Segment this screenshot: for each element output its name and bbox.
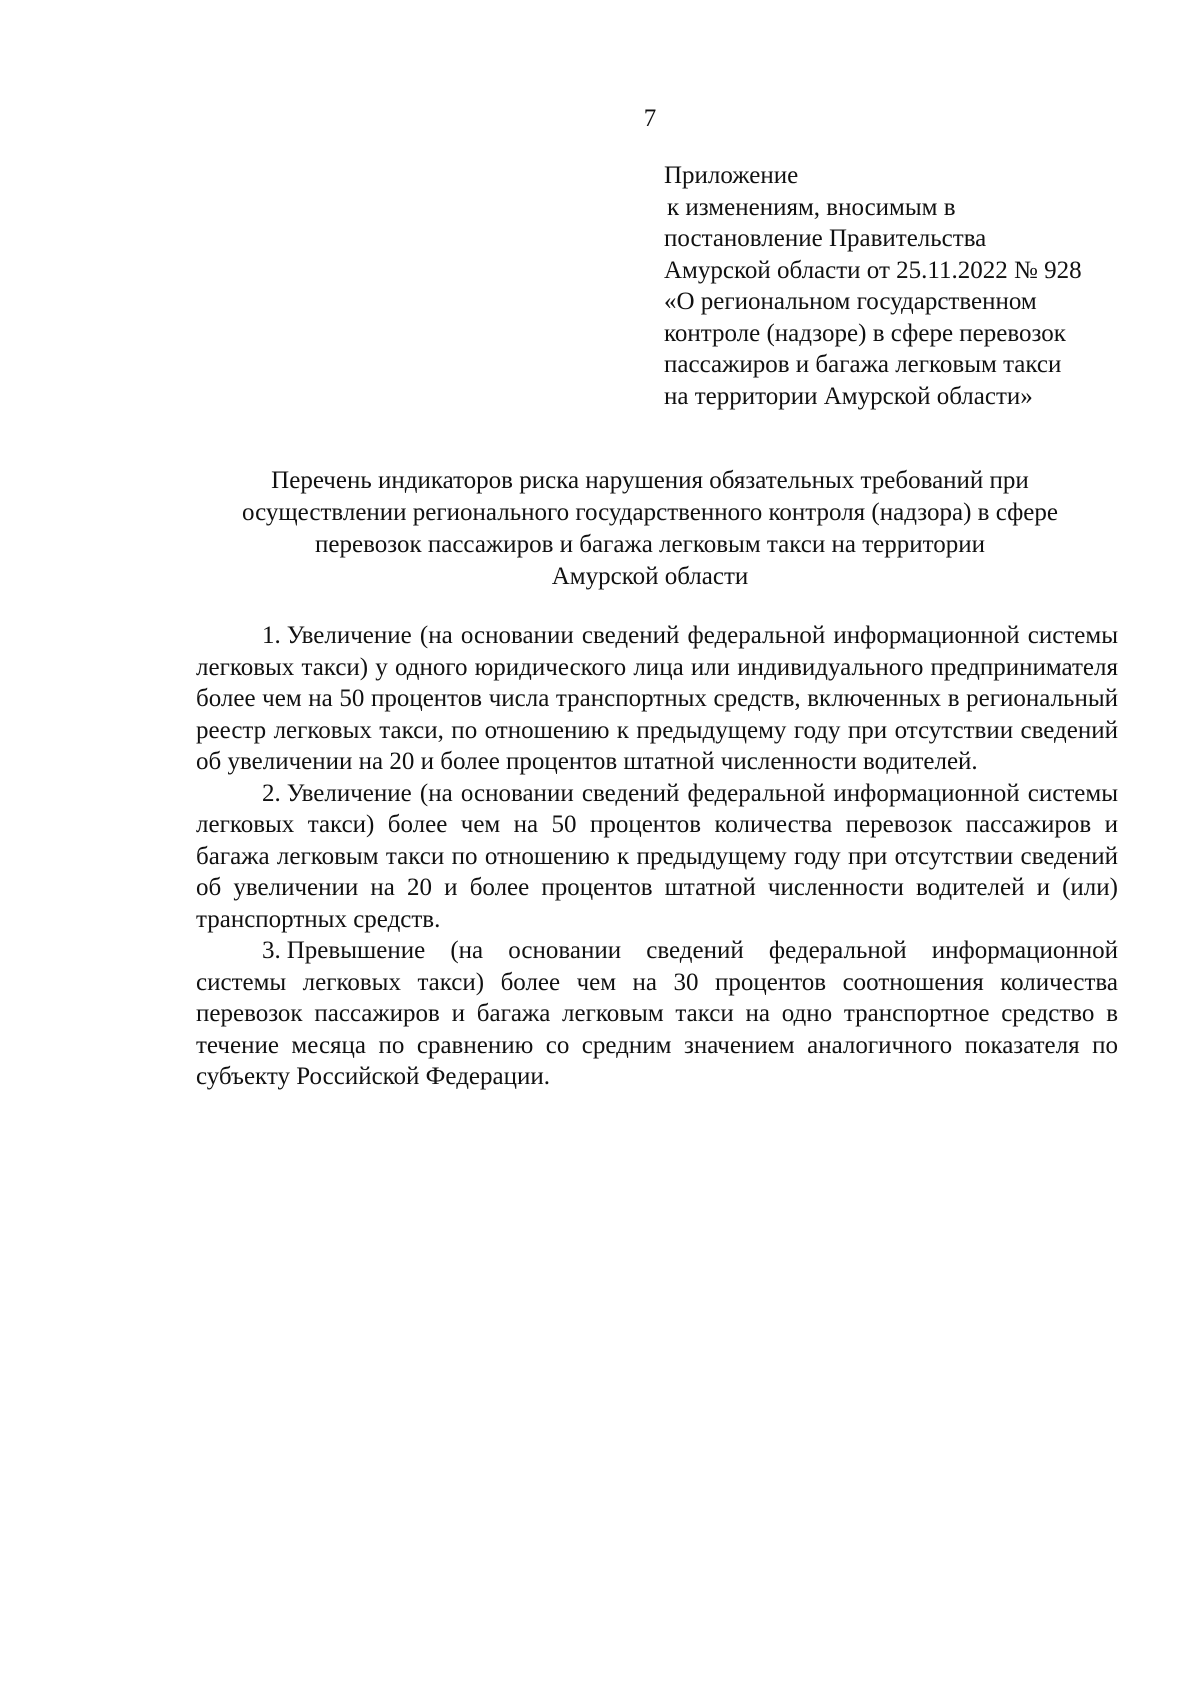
annex-line: Приложение bbox=[664, 162, 799, 189]
item-text: Увеличение (на основании сведений федеральной информационной системы легковых такси) у одного юридического лица или индивидуального предпринимателя более чем на 50 процентов числа транспортных средств, включенных в региональный реестр легковых такси, по отношению к предыдущему году при отсутствии сведений об увеличении на 20 и более процентов штатной численности водителей. bbox=[196, 622, 1118, 775]
title-line: Перечень индикаторов риска нарушения обязательных требований при bbox=[271, 467, 1029, 494]
item-number: 2. bbox=[262, 779, 281, 807]
title-line: осуществлении регионального государственного контроля (надзора) в сфере bbox=[241, 499, 1058, 526]
list-item bbox=[196, 935, 1118, 1093]
list-item bbox=[196, 778, 1118, 936]
annex-line: на территории Амурской области» bbox=[664, 382, 1033, 410]
annex-line: контроле (надзоре) в сфере перевозок bbox=[664, 319, 1066, 347]
risk-indicator-list bbox=[196, 620, 1118, 1093]
title-line: перевозок пассажиров и багажа легковым такси на территории bbox=[315, 531, 985, 558]
annex-line: постановление Правительства bbox=[664, 225, 987, 252]
title-line: Амурской области bbox=[551, 563, 749, 590]
annex-line: к изменениям, вносимым в bbox=[667, 193, 956, 221]
annex-line: Амурской области от 25.11.2022 № 928 bbox=[664, 256, 1082, 284]
annex-line: «О региональном государственном bbox=[664, 288, 1037, 315]
document-title bbox=[200, 465, 1100, 593]
item-number: 3. bbox=[262, 937, 281, 964]
item-text: Превышение (на основании сведений федеральной информационной системы легковых такси) более чем на 30 процентов соотношения количества перевозок пассажиров и багажа легковым такси на одно транспортное средство в течение месяца по сравнению со средним значением аналогичного показателя по субъекту Российской Федерации. bbox=[196, 937, 1118, 1090]
list-item bbox=[196, 620, 1118, 778]
annex-line: пассажиров и багажа легковым такси bbox=[664, 351, 1062, 378]
item-text: Увеличение (на основании сведений федеральной информационной системы легковых такси) более чем на 50 процентов количества перевозок пассажиров и багажа легковым такси по отношению к предыдущему году при отсутствии сведений об увеличении на 20 и более процентов штатной численности водителей и (или) транспортных средств. bbox=[196, 779, 1118, 933]
item-number: 1. bbox=[262, 622, 281, 649]
page-number: 7 bbox=[643, 105, 657, 132]
annex-header bbox=[664, 160, 1164, 412]
